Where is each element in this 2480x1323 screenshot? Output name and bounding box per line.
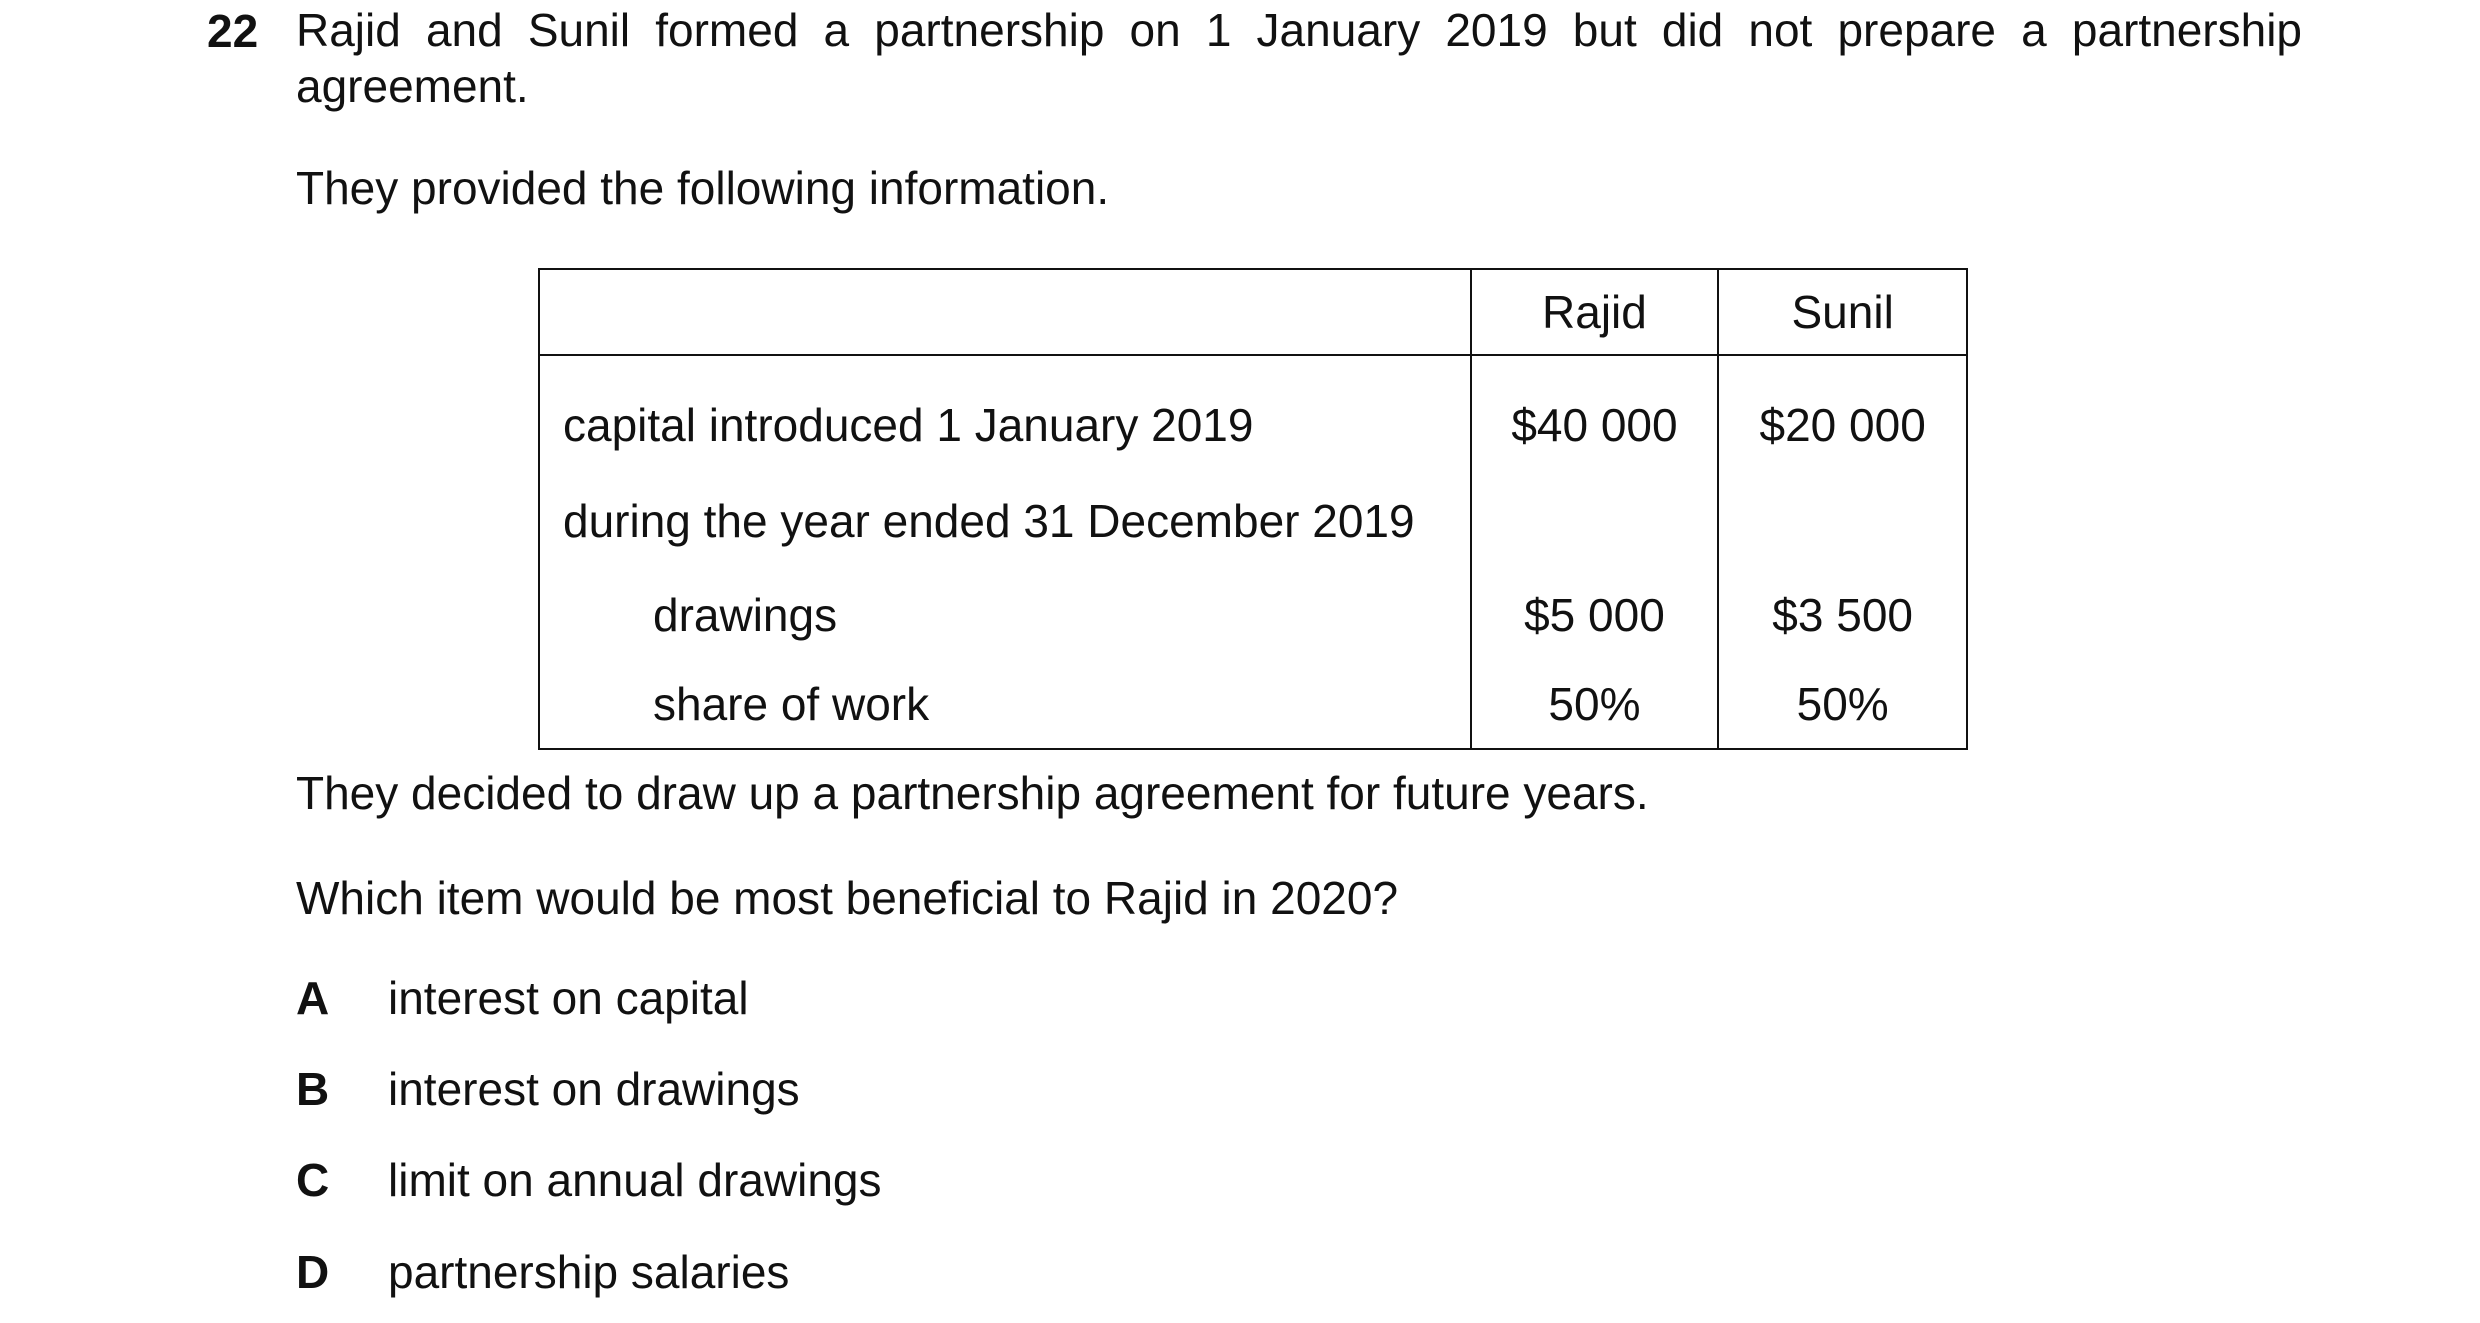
question-number: 22: [207, 5, 259, 57]
question-prompt: Which item would be most beneficial to Rajid in 2020?: [296, 872, 1399, 924]
option-b-text: interest on drawings: [388, 1063, 800, 1115]
option-d-letter: D: [296, 1246, 330, 1298]
option-c-text: limit on annual drawings: [388, 1154, 882, 1206]
table-row: [539, 355, 1967, 482]
row-label-capital: capital introduced 1 January 2019: [563, 399, 1254, 451]
cell-rajid-share: 50%: [1471, 664, 1719, 749]
row-label-drawings: drawings: [653, 589, 838, 641]
table-header-sunil: Sunil: [1718, 269, 1967, 355]
cell-rajid-capital: $40 000: [1471, 355, 1719, 482]
partnership-info-table: [538, 268, 1968, 750]
table-row: [539, 482, 1967, 560]
cell-rajid-year: [1471, 482, 1719, 560]
option-d-text: partnership salaries: [388, 1246, 790, 1298]
table-row: [539, 560, 1967, 664]
cell-sunil-capital: $20 000: [1718, 355, 1967, 482]
cell-sunil-drawings: $3 500: [1718, 560, 1967, 664]
cell-sunil-share: 50%: [1718, 664, 1967, 749]
question-stem: Rajid and Sunil formed a partnership on 1 January 2019 but did not prepare a partnership agreement.: [296, 4, 2302, 112]
option-a-text: interest on capital: [388, 972, 749, 1024]
cell-sunil-year: [1718, 482, 1967, 560]
row-label-year: during the year ended 31 December 2019: [563, 495, 1415, 547]
row-label-share-of-work: share of work: [653, 678, 930, 730]
intro-text: They provided the following information.: [296, 162, 1110, 214]
table-row: [539, 664, 1967, 749]
option-c-letter: C: [296, 1154, 330, 1206]
follow-up-text: They decided to draw up a partnership agreement for future years.: [296, 767, 1649, 819]
cell-rajid-drawings: $5 000: [1471, 560, 1719, 664]
table-header-row: [539, 269, 1967, 355]
table-header-rajid: Rajid: [1471, 269, 1719, 355]
table-header-blank: [539, 269, 1471, 355]
option-a-letter: A: [296, 972, 330, 1024]
option-b-letter: B: [296, 1063, 330, 1115]
